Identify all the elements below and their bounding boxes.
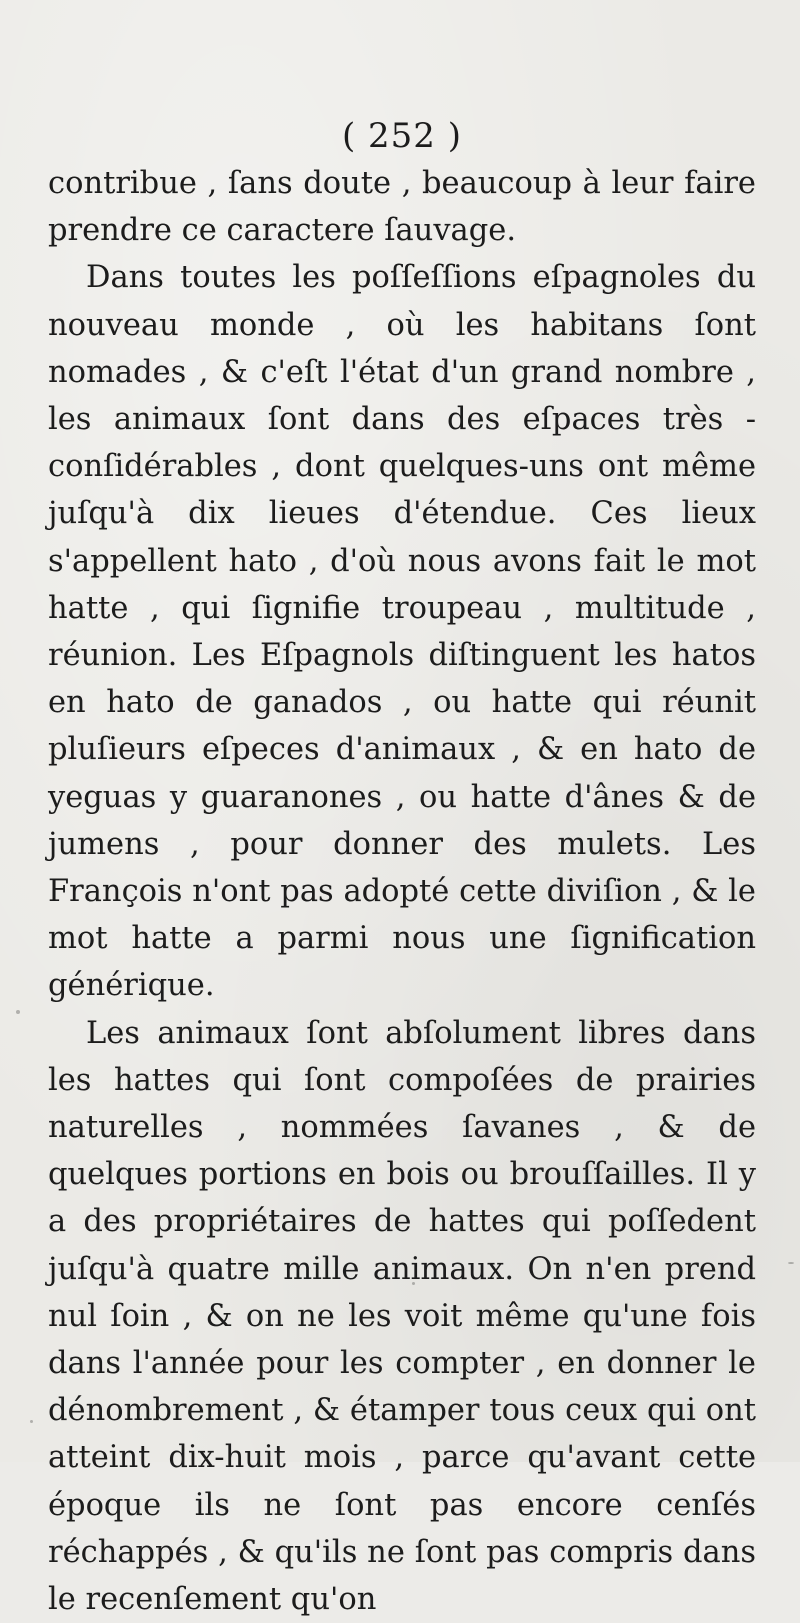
paragraph-1: contribue , ſans doute , beaucoup à leur faire prendre ce caractere ſauvage.	[48, 166, 756, 249]
paper-speck	[412, 1282, 415, 1285]
page-body	[48, 160, 756, 1623]
paragraph-2: Dans toutes les poſſeſſions eſpagnoles du nouveau monde , où les habitans ſont nomades , & c'eſt l'état d'un grand nombre , les animaux ſont dans des eſpaces très - conſidérables , dont quelques-uns ont même juſqu'à dix lieues d'étendue. Ces lieux s'appellent hato , d'où nous avons fait le mot hatte , qui ſignifie troupeau , multitude , réunion. Les Eſpagnols diſtinguent les hatos en hato de ganados , ou hatte qui réunit pluſieurs eſpeces d'animaux , & en hato de yeguas y guaranones , ou hatte d'ânes & de jumens , pour donner des mulets. Les François n'ont pas adopté cette diviſion , & le mot hatte a parmi nous une ſignification générique.	[48, 260, 756, 1004]
paper-speck	[30, 1420, 33, 1423]
paper-speck	[788, 1262, 794, 1264]
paragraph-3: Les animaux ſont abſolument libres dans les hattes qui ſont compoſées de prairies naturelles , nommées ſavanes , & de quelques portions en bois ou brouſſailles. Il y a des propriétaires de hattes qui poſſedent juſqu'à quatre mille animaux. On n'en prend nul ſoin , & on ne les voit même qu'une fois dans l'année pour les compter , en donner le dénombrement , & étamper tous ceux qui ont atteint dix-huit mois , parce qu'avant cette époque ils ne ſont pas encore cenſés réchappés , & qu'ils ne ſont pas compris dans le recenſement qu'on	[48, 1015, 756, 1618]
page-number: ( 252 )	[341, 116, 463, 156]
paper-speck	[16, 1010, 20, 1014]
paper-speck	[545, 1450, 548, 1453]
